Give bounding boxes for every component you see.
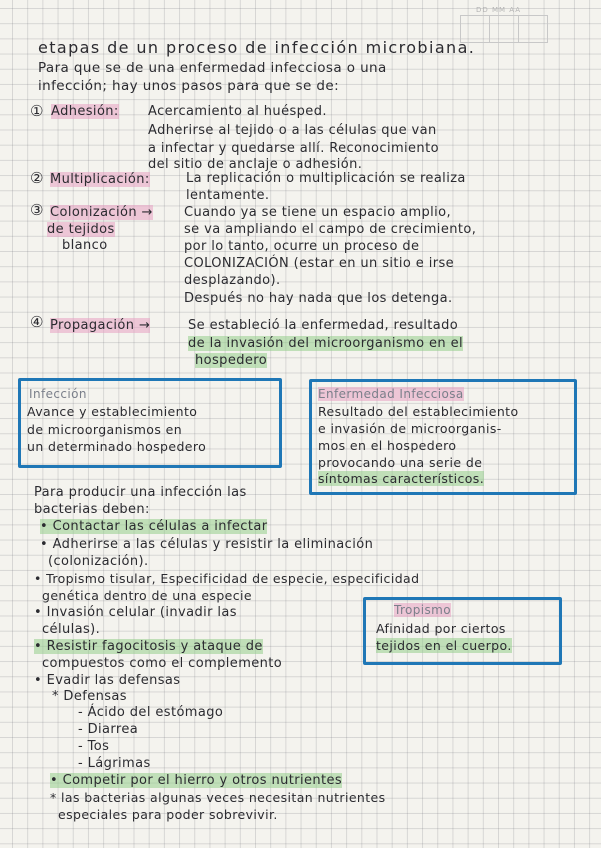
step-line: Después no hay nada que los detenga. bbox=[184, 291, 453, 306]
producir-intro: bacterias deben: bbox=[34, 502, 150, 517]
step-line: hospedero bbox=[195, 353, 268, 368]
enfermedad-box bbox=[309, 379, 577, 495]
step-line: por lo tanto, ocurre un proceso de bbox=[184, 239, 420, 254]
box-line: tejidos en el cuerpo. bbox=[376, 638, 512, 653]
box-line: Resultado del establecimiento bbox=[318, 404, 519, 419]
bullet-line: • Tropismo tisular, Especificidad de especie, especificidad bbox=[34, 571, 420, 586]
note-line: * las bacterias algunas veces necesitan nutrientes bbox=[50, 790, 386, 805]
defensa-item: - Lágrimas bbox=[78, 756, 151, 771]
box-title: Tropismo bbox=[394, 603, 452, 617]
bullet-line: • Resistir fagocitosis y ataque de bbox=[34, 639, 263, 654]
page-title: etapas de un proceso de infección microbiana. bbox=[38, 38, 476, 57]
box-title: Infección bbox=[29, 387, 87, 401]
step-line: del sitio de anclaje o adhesión. bbox=[148, 157, 363, 172]
box-line: Afinidad por ciertos bbox=[376, 621, 506, 636]
defensas-head: * Defensas bbox=[52, 689, 127, 704]
step-line: Cuando ya se tiene un espacio amplio, bbox=[184, 205, 452, 220]
defensa-item: - Tos bbox=[78, 739, 110, 754]
step-line: de la invasión del microorganismo en el bbox=[188, 336, 463, 351]
infeccion-box bbox=[18, 378, 282, 468]
step-line: a infectar y quedarse allí. Reconocimiento bbox=[148, 141, 439, 156]
step-line: COLONIZACIÓN (estar en un sitio e irse bbox=[184, 256, 455, 271]
bullet-line: • Competir por el hierro y otros nutrientes bbox=[50, 773, 343, 788]
box-line: un determinado hospedero bbox=[27, 439, 207, 454]
bullet-line: células). bbox=[42, 622, 101, 637]
date-label: DD MM AA bbox=[476, 6, 522, 14]
step-line: lentamente. bbox=[186, 188, 270, 203]
bullet-line: • Contactar las células a infectar bbox=[40, 519, 268, 534]
step-label-adhesion: Adhesión: bbox=[51, 104, 119, 119]
step-line: Se estableció la enfermedad, resultado bbox=[188, 318, 459, 333]
box-line: mos en el hospedero bbox=[318, 438, 457, 453]
step-number: ④ bbox=[30, 313, 44, 331]
step-label-colonizacion: Colonización → bbox=[50, 205, 153, 220]
box-title: Enfermedad Infecciosa bbox=[318, 387, 464, 401]
step-line: Adherirse al tejido o a las células que van bbox=[148, 123, 437, 138]
box-line: síntomas característicos. bbox=[318, 471, 485, 486]
defensa-item: - Ácido del estómago bbox=[78, 705, 224, 720]
step-line: Acercamiento al huésped. bbox=[148, 104, 327, 119]
box-line: provocando una serie de bbox=[318, 455, 483, 470]
intro-line: Para que se de una enfermedad infecciosa o una bbox=[38, 60, 387, 76]
step-label-multiplicacion: Multiplicación: bbox=[50, 172, 150, 187]
box-line: e invasión de microorganis- bbox=[318, 421, 502, 436]
bullet-line: compuestos como el complemento bbox=[42, 656, 283, 671]
note-line: especiales para poder sobrevivir. bbox=[58, 807, 278, 822]
step-label-extra: de tejidos bbox=[47, 222, 115, 237]
step-label-propagacion: Propagación → bbox=[50, 318, 151, 333]
tropismo-box bbox=[363, 597, 562, 665]
bullet-line: (colonización). bbox=[48, 554, 149, 569]
bullet-line: • Invasión celular (invadir las bbox=[34, 605, 237, 620]
step-number: ② bbox=[30, 169, 44, 187]
step-number: ① bbox=[30, 102, 44, 120]
bullet-line: • Evadir las defensas bbox=[34, 673, 181, 688]
box-line: de microorganismos en bbox=[27, 422, 183, 437]
intro-line: infección; hay unos pasos para que se de: bbox=[38, 78, 340, 94]
step-line: se va ampliando el campo de crecimiento, bbox=[184, 222, 477, 237]
bullet-line: genética dentro de una especie bbox=[42, 588, 252, 603]
box-line: Avance y establecimiento bbox=[27, 404, 198, 419]
step-line: desplazando). bbox=[184, 273, 281, 288]
producir-intro: Para producir una infección las bbox=[34, 485, 247, 500]
step-line: La replicación o multiplicación se realiza bbox=[186, 171, 466, 186]
defensa-item: - Diarrea bbox=[78, 722, 139, 737]
bullet-line: • Adherirse a las células y resistir la eliminación bbox=[40, 537, 374, 552]
step-label-extra: blanco bbox=[62, 238, 108, 253]
step-number: ③ bbox=[30, 201, 44, 219]
